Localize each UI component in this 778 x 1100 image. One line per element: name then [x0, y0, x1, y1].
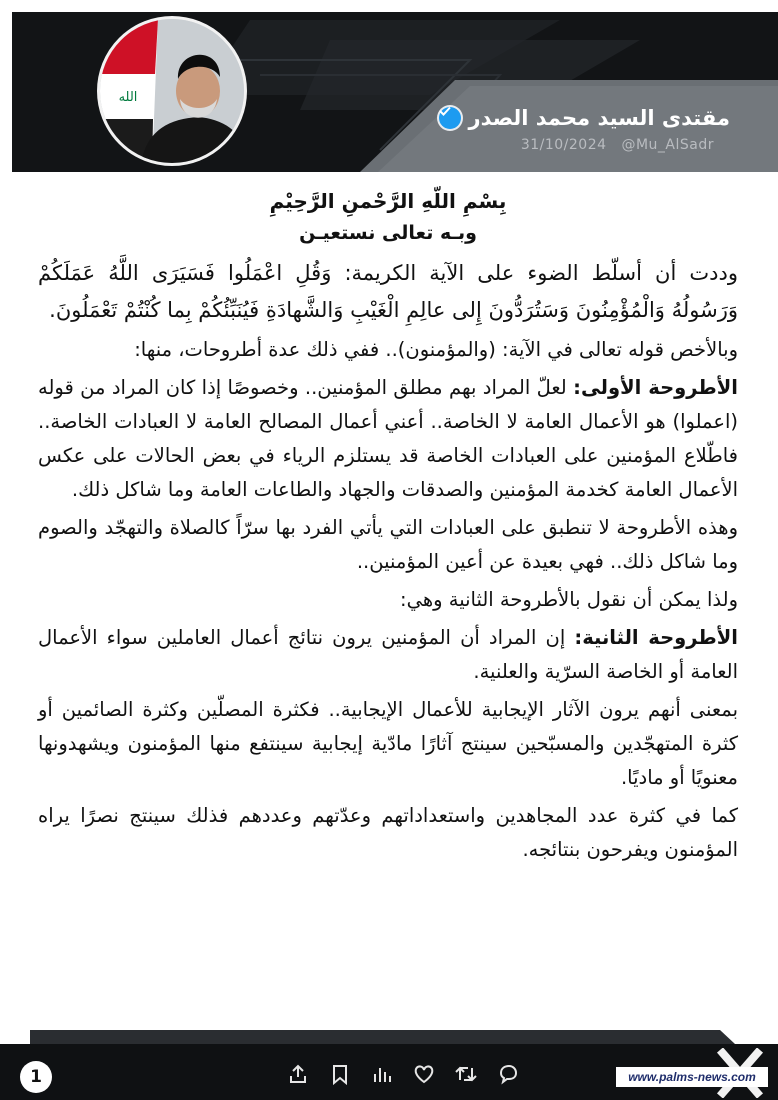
- second-proposition-title: الأطروحة الثانية:: [574, 626, 738, 649]
- footer-divider: [0, 1022, 778, 1044]
- post-actions: [284, 1060, 522, 1092]
- author-name-line: [439, 106, 731, 130]
- first-proposition-title: الأطروحة الأولى:: [573, 376, 738, 399]
- first-proposition-text: لعلّ المراد بهم مطلق المؤمنين.. وخصوصًا إذا كان المراد من قوله (اعملوا) هو الأعمال العامة لا الخاصة.. أعني أعمال المصالح العامة لا العبادات الخاصة.. فاطّلاع المؤمنين على العبادات الخاصة قد يستلزم الرياء في بعض الحالات على عكس الأعمال العامة كخدمة المؤمنين والصدقات والجهاد والطاعات العامة وما شاكل ذلك.: [38, 376, 738, 501]
- paragraph-first-proposition: [38, 371, 738, 507]
- svg-text:الله: الله: [118, 90, 138, 105]
- avatar-photo: [100, 19, 247, 166]
- subtitle-heading: وبـه تعالى نستعيـن: [299, 222, 477, 244]
- post-header: [0, 0, 778, 175]
- repost-icon[interactable]: [452, 1060, 480, 1088]
- views-icon[interactable]: [368, 1060, 396, 1088]
- verified-icon: [439, 107, 461, 129]
- post-content: [38, 185, 738, 871]
- author-handle[interactable]: @Mu_AlSadr: [621, 137, 714, 153]
- paragraph-verse: وددت أن أسلّط الضوء على الآية الكريمة: وَقُلِ اعْمَلُوا فَسَيَرَى اللَّهُ عَمَلَكُمْ وَرَسُولُهُ وَالْمُؤْمِنُونَ وَسَتُرَدُّونَ إِلى عالِمِ الْغَيْبِ وَالشَّهادَةِ فَيُنَبِّئُكُمْ بِما كُنْتُمْ تَعْمَلُونَ.: [38, 261, 738, 322]
- paragraph-example: كما في كثرة عدد المجاهدين واستعداداتهم وعدّتهم وعددهم فذلك سينتج نصرًا يراه المؤمنون ويفرحون بنتائجه.: [38, 804, 738, 861]
- bookmark-icon[interactable]: [326, 1060, 354, 1088]
- profile-avatar[interactable]: [97, 16, 247, 166]
- paragraph-meaning: بمعنى أنهم يرون الآثار الإيجابية للأعمال الإيجابية.. فكثرة المصلّين وكثرة الصائمين أو كثرة المتهجّدين والمسبّحين سينتج آثارًا مادّية إيجابية سينتفع منها المؤمنون ويشهدونها معنويًا أو ماديًا.: [38, 698, 738, 789]
- basmala-heading: بِسْمِ اللّهِ الرَّحْمنِ الرَّحِيْمِ: [269, 189, 507, 213]
- post-date: 31/10/2024: [520, 137, 607, 153]
- second-proposition-text: إن المراد أن المؤمنين يرون نتائج أعمال العاملين سواء الأعمال العامة أو الخاصة السرّية والعلنية.: [38, 626, 738, 683]
- page-count-badge: 1: [20, 1061, 52, 1093]
- reply-icon[interactable]: [494, 1060, 522, 1088]
- paragraph-objection: وهذه الأطروحة لا تنطبق على العبادات التي يأتي الفرد بها سرّاً كالصلاة والتهجّد والصوم وما شاكل ذلك.. فهي بعيدة عن أعين المؤمنين..: [38, 516, 738, 573]
- source-watermark: www.palms-news.com: [616, 1067, 768, 1087]
- like-icon[interactable]: [410, 1060, 438, 1088]
- paragraph-transition: ولذا يمكن أن نقول بالأطروحة الثانية وهي:: [400, 588, 738, 611]
- paragraph-second-proposition: [38, 621, 738, 689]
- share-icon[interactable]: [284, 1060, 312, 1088]
- author-meta: [511, 137, 714, 153]
- paragraph-intro: وبالأخص قوله تعالى في الآية: (والمؤمنون).. ففي ذلك عدة أطروحات، منها:: [134, 338, 738, 361]
- author-name[interactable]: مقتدى السيد محمد الصدر: [468, 106, 730, 130]
